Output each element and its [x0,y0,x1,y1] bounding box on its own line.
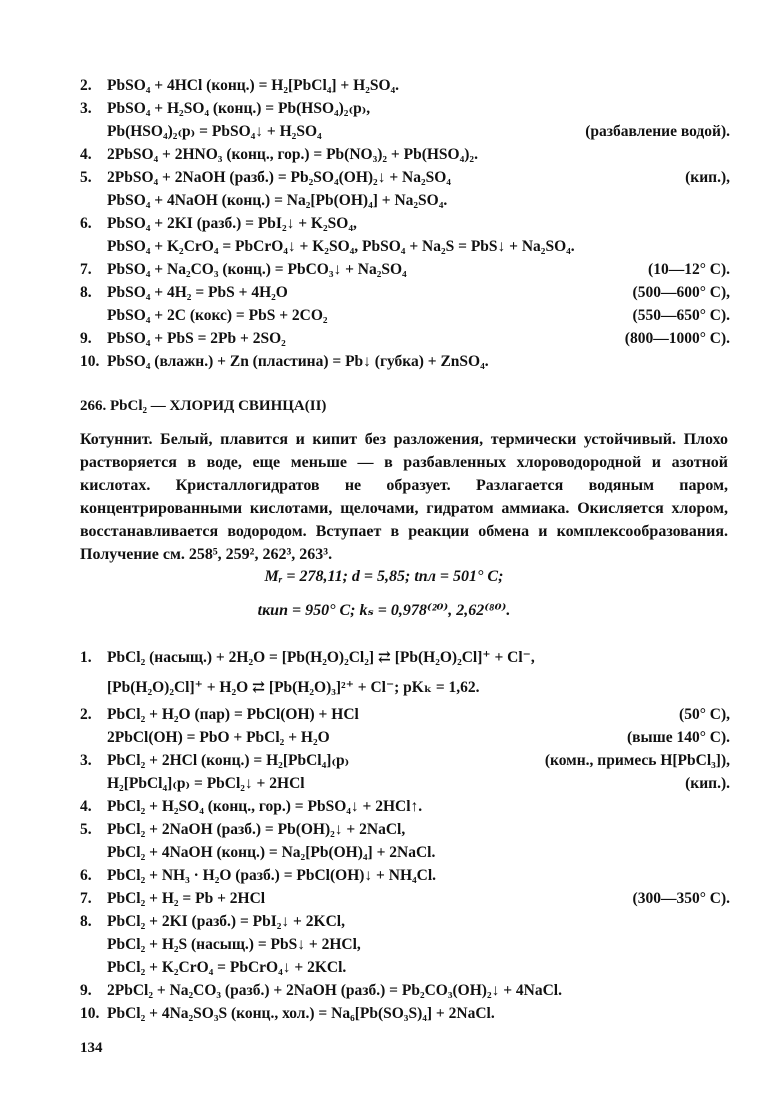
reaction-equation: PbCl₂ + NH₃ · H₂O (разб.) = PbCl(OH)↓ + NH₄Cl. [107,867,437,884]
reaction-equation: PbCl₂ + H₂S (насыщ.) = PbS↓ + 2HCl, [107,936,361,953]
reaction-condition: (550—650° C). [632,307,730,324]
reaction-line [80,887,730,911]
reaction-equation: PbSO₄ + 4H₂ = PbS + 4H₂O [107,284,288,301]
reaction-line [80,143,730,167]
reaction-number: 10. [80,1005,100,1022]
reaction-equation: PbCl₂ + H₂O (пар) = PbCl(OH) + HCl [107,706,359,723]
reaction-line [80,841,730,865]
reaction-line [80,795,730,819]
reaction-number: 8. [80,284,92,301]
reaction-line [80,933,730,957]
reaction-line [80,910,730,934]
reaction-condition: (разбавление водой). [585,123,730,140]
reaction-condition: (выше 140° C). [626,729,730,746]
reaction-number: 2. [80,77,92,94]
section-heading: 266. PbCl₂ — ХЛОРИД СВИНЦА(II) [80,398,327,414]
reaction-line [80,676,730,700]
reaction-equation: PbCl₂ + 4Na₂SO₃S (конц., хол.) = Na₆[Pb(SO₃S)₄] + 2NaCl. [107,1005,495,1022]
reaction-condition: (кип.), [685,169,730,186]
reaction-line [80,646,730,670]
reaction-number: 9. [80,982,92,999]
reaction-line [80,979,730,1003]
reaction-number: 9. [80,330,92,347]
reaction-line [80,703,730,727]
reaction-condition: (500—600° C), [632,284,730,301]
reaction-line [80,327,730,351]
reaction-number: 5. [80,169,92,186]
reaction-line [80,726,730,750]
reaction-condition: (800—1000° C). [624,330,730,347]
reaction-equation: PbCl₂ + 2HCl (конц.) = H₂[PbCl₄]₍р₎ [107,752,350,769]
reaction-equation: H₂[PbCl₄]₍р₎ = PbCl₂↓ + 2HCl [107,775,305,792]
reaction-line [80,772,730,796]
reaction-equation: 2PbSO₄ + 2HNO₃ (конц., гор.) = Pb(NO₃)₂ + Pb(HSO₄)₂. [107,146,478,163]
reaction-equation: PbCl₂ + 2NaOH (разб.) = Pb(OH)₂↓ + 2NaCl, [107,821,406,838]
reaction-equation: 2PbSO₄ + 2NaOH (разб.) = Pb₂SO₄(OH)₂↓ + Na₂SO₄ [107,169,451,186]
reaction-number: 3. [80,752,92,769]
reaction-line [80,1002,730,1026]
reaction-number: 10. [80,353,100,370]
reaction-equation: PbCl₂ + K₂CrO₄ = PbCrO₄↓ + 2KCl. [107,959,347,976]
reaction-line [80,258,730,282]
page-number: 134 [80,1040,103,1056]
reaction-line [80,281,730,305]
reaction-equation: PbCl₂ + 4NaOH (конц.) = Na₂[Pb(OH)₄] + 2NaCl. [107,844,436,861]
reaction-line [80,350,730,374]
reaction-equation: PbSO₄ + PbS = 2Pb + 2SO₂ [107,330,286,347]
reaction-line [80,304,730,328]
reaction-condition: (кип.). [685,775,730,792]
reaction-number: 6. [80,215,92,232]
reaction-line [80,749,730,773]
reaction-number: 8. [80,913,92,930]
reaction-line [80,818,730,842]
reaction-equation: PbSO₄ + 4NaOH (конц.) = Na₂[Pb(OH)₄] + Na₂SO₄. [107,192,448,209]
reaction-equation: PbCl₂ + H₂SO₄ (конц., гор.) = PbSO₄↓ + 2HCl↑. [107,798,423,815]
reaction-equation: Pb(HSO₄)₂₍р₎ = PbSO₄↓ + H₂SO₄ [107,123,322,140]
reaction-line [80,212,730,236]
reaction-equation: PbSO₄ + H₂SO₄ (конц.) = Pb(HSO₄)₂₍р₎, [107,100,371,117]
reaction-equation: PbCl₂ (насыщ.) + 2H₂O = [Pb(H₂O)₂Cl₂] ⇄ [Pb(H₂O)₂Cl]⁺ + Cl⁻, [107,649,535,666]
reaction-number: 2. [80,706,92,723]
reaction-equation: 2PbCl(OH) = PbO + PbCl₂ + H₂O [107,729,330,746]
reaction-number: 7. [80,261,92,278]
reaction-equation: PbSO₄ + 2C (кокс) = PbS + 2CO₂ [107,307,328,324]
physical-properties-line: Mᵣ = 278,11; d = 5,85; tпл = 501° C; [264,568,504,585]
reaction-equation: PbCl₂ + 2KI (разб.) = PbI₂↓ + 2KCl, [107,913,345,930]
reaction-line [80,120,730,144]
reaction-line [80,189,730,213]
reaction-equation: PbSO₄ + Na₂CO₃ (конц.) = PbCO₃↓ + Na₂SO₄ [107,261,407,278]
reaction-number: 7. [80,890,92,907]
compound-description: Котуннит. Белый, плавится и кипит без разложения, термически устойчивый. Плохо растворяется в воде, еще меньше — в разбавленных хлороводородной и азотной кислотах. Кристаллогидратов не образует. Разлагается водяным паром, концентрированными кислотами, щелочами, гидратом аммиака. Окисляется хлором, восстанавливается водородом. Вступает в реакции обмена и комплексообразования. Получение см. 258⁵, 259², 262³, 263³. [80,431,728,563]
reaction-line [80,235,730,259]
physical-properties-line: tкип = 950° C; kₛ = 0,978⁽²⁰⁾, 2,62⁽⁸⁰⁾. [257,602,511,619]
reaction-condition: (300—350° C). [632,890,730,907]
reaction-condition: (10—12° C). [648,261,730,278]
reaction-number: 1. [80,649,92,666]
reaction-equation: PbCl₂ + H₂ = Pb + 2HCl [107,890,266,907]
reaction-line [80,956,730,980]
reaction-equation: PbSO₄ (влажн.) + Zn (пластина) = Pb↓ (губка) + ZnSO₄. [107,353,489,370]
reaction-equation: PbSO₄ + 4HCl (конц.) = H₂[PbCl₄] + H₂SO₄. [107,77,400,94]
reaction-number: 3. [80,100,92,117]
reaction-equation: 2PbCl₂ + Na₂CO₃ (разб.) + 2NaOH (разб.) = Pb₂CO₃(OH)₂↓ + 4NaCl. [107,982,562,999]
reaction-line [80,97,730,121]
reaction-number: 4. [80,146,92,163]
reaction-number: 6. [80,867,92,884]
reaction-line [80,166,730,190]
reaction-condition: (50° C), [679,706,730,723]
reaction-condition: (комн., примесь H[PbCl₃]), [544,752,730,769]
reaction-equation: [Pb(H₂O)₂Cl]⁺ + H₂O ⇄ [Pb(H₂O)₃]²⁺ + Cl⁻; pKₖ = 1,62. [107,679,480,696]
reaction-number: 4. [80,798,92,815]
reaction-line [80,74,730,98]
reaction-line [80,864,730,888]
reaction-equation: PbSO₄ + K₂CrO₄ = PbCrO₄↓ + K₂SO₄, PbSO₄ + Na₂S = PbS↓ + Na₂SO₄. [107,238,575,255]
reaction-equation: PbSO₄ + 2KI (разб.) = PbI₂↓ + K₂SO₄, [107,215,357,232]
reaction-number: 5. [80,821,92,838]
